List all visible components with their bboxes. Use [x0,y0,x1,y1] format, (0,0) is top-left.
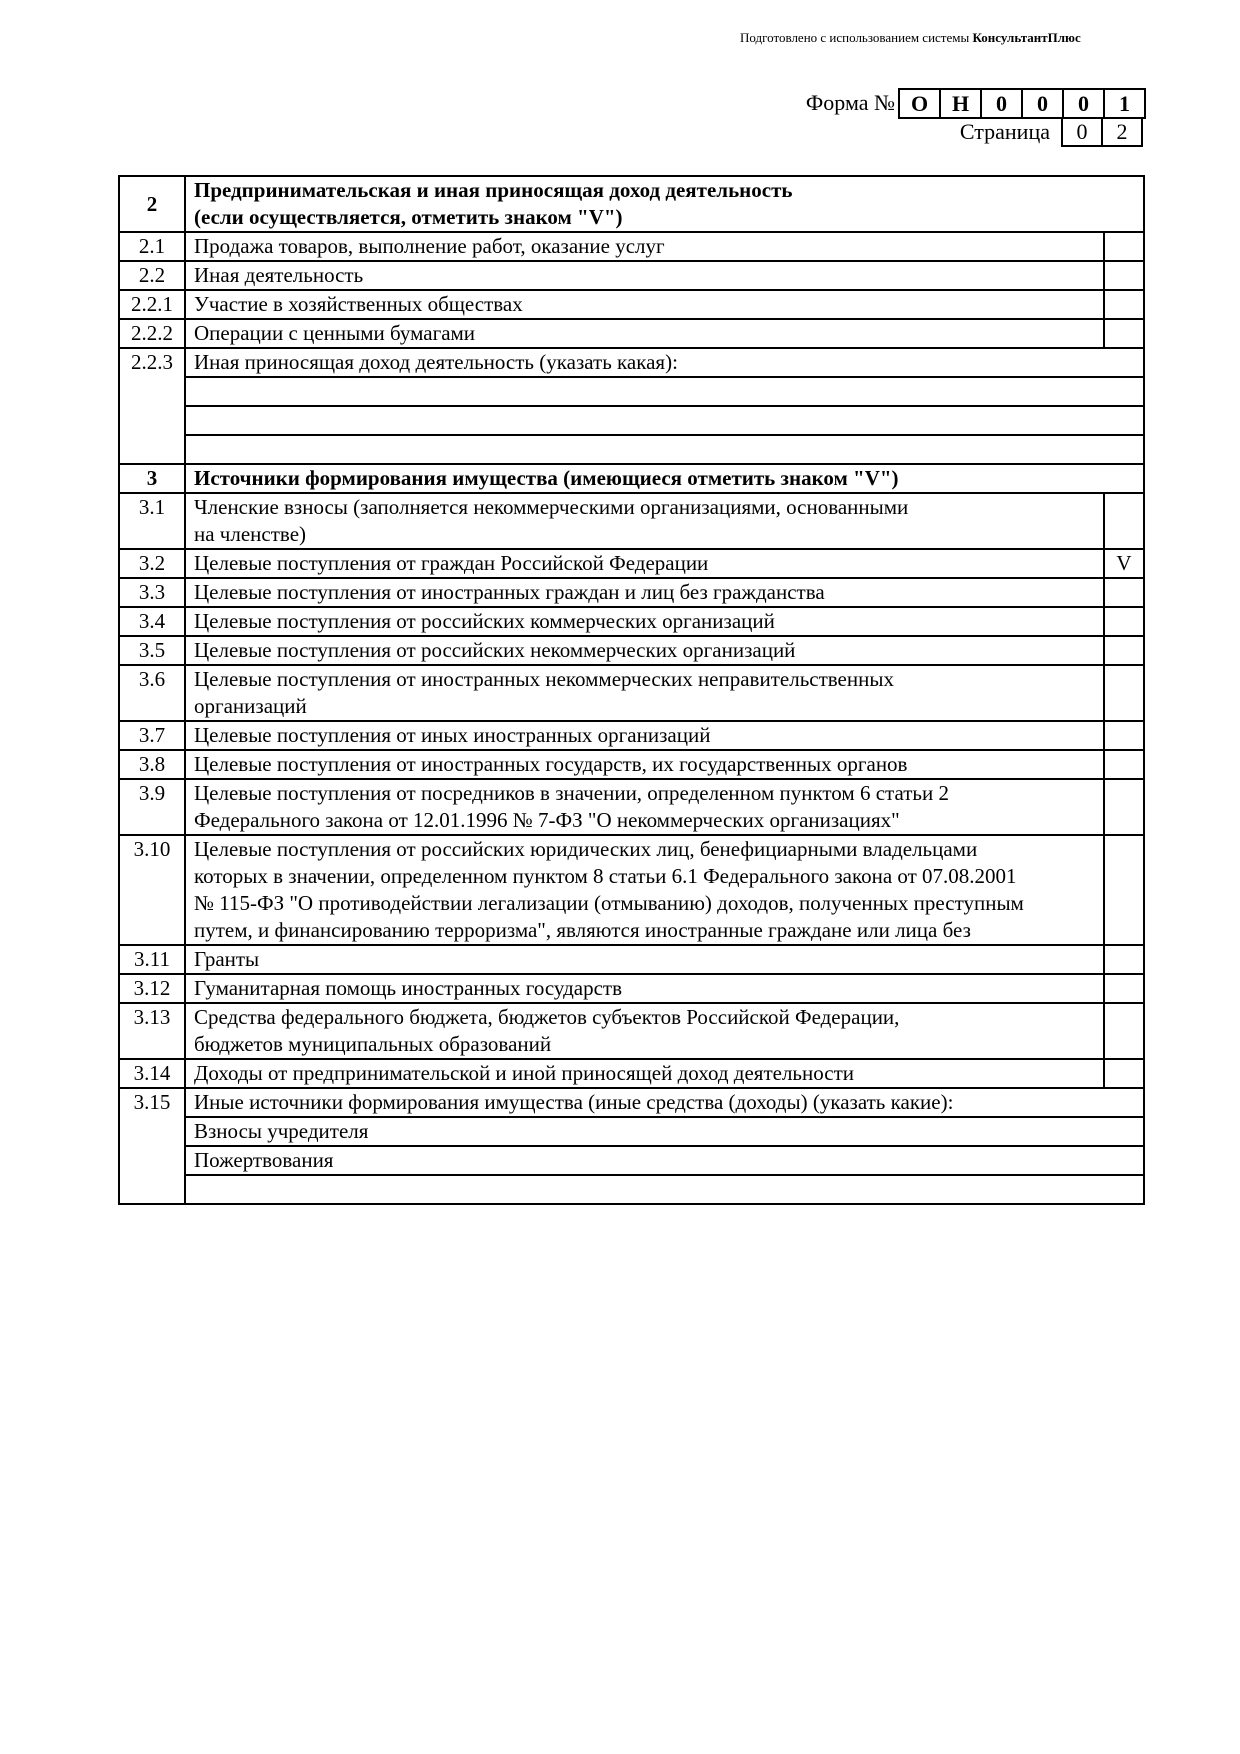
fill-line-row [119,1146,1144,1175]
row-number: 3.12 [119,974,185,1003]
table-row [119,750,1144,779]
row-number: 3.2 [119,549,185,578]
form-table [118,175,1145,1205]
row-number: 3.4 [119,607,185,636]
section-3-header [119,464,1144,493]
mark-checkbox[interactable] [1104,578,1144,607]
row-number: 3.6 [119,665,185,721]
table-row [119,261,1144,290]
section-2-header [119,176,1144,232]
row-text [185,835,1104,945]
table-row [119,665,1144,721]
fill-line[interactable] [185,406,1144,435]
table-row [119,319,1144,348]
row-number: 3.11 [119,945,185,974]
mark-checkbox[interactable] [1104,1003,1144,1059]
table-row [119,607,1144,636]
mark-checkbox[interactable] [1104,665,1144,721]
row-text-line: на членстве) [194,522,307,546]
row-text: Гуманитарная помощь иностранных государств [185,974,1104,1003]
row-text-line: которых в значении, определенном пунктом 8 статьи 6.1 Федерального закона от 07.08.2001 [194,864,1017,888]
section-title: Источники формирования имущества (имеющиеся отметить знаком "V") [185,464,1144,493]
mark-checkbox[interactable] [1104,835,1144,945]
mark-checkbox[interactable] [1104,607,1144,636]
row-text: Целевые поступления от иностранных государств, их государственных органов [185,750,1104,779]
row-number: 2.2.3 [119,348,185,464]
prepared-prefix: Подготовлено с использованием системы [740,30,970,45]
row-text-line: Членские взносы (заполняется некоммерческими организациями, основанными [194,495,909,519]
row-text-line: путем, и финансированию терроризма", являются иностранные граждане или лица без [194,918,971,942]
row-number: 3.14 [119,1059,185,1088]
row-text: Целевые поступления от граждан Российской Федерации [185,549,1104,578]
mark-checkbox[interactable] [1104,290,1144,319]
mark-checkbox[interactable] [1104,493,1144,549]
table-row [119,1003,1144,1059]
section-title [185,176,1144,232]
table-row [119,232,1144,261]
page-code-boxes [1061,117,1143,147]
mark-checkbox[interactable] [1104,261,1144,290]
row-number: 3.1 [119,493,185,549]
fill-line-row [119,435,1144,464]
mark-checkbox[interactable] [1104,779,1144,835]
mark-checkbox[interactable] [1104,319,1144,348]
mark-checkbox[interactable] [1104,636,1144,665]
fill-line-row [119,377,1144,406]
mark-checkbox[interactable] [1104,232,1144,261]
fill-line[interactable]: Взносы учредителя [185,1117,1144,1146]
row-text [185,665,1104,721]
table-row [119,1088,1144,1117]
prepared-brand: КонсультантПлюс [972,30,1081,45]
row-number: 3.13 [119,1003,185,1059]
mark-checkbox[interactable]: V [1104,549,1144,578]
row-text: Гранты [185,945,1104,974]
section-number: 3 [119,464,185,493]
form-code-cell: 1 [1104,89,1145,118]
fill-line-row [119,1175,1144,1204]
row-number: 3.15 [119,1088,185,1204]
row-text: Участие в хозяйственных обществах [185,290,1104,319]
mark-checkbox[interactable] [1104,945,1144,974]
fill-line[interactable]: Пожертвования [185,1146,1144,1175]
table-row [119,290,1144,319]
row-text-line: бюджетов муниципальных образований [194,1032,552,1056]
row-text [185,493,1104,549]
table-row [119,945,1144,974]
row-text: Целевые поступления от иностранных граждан и лиц без гражданства [185,578,1104,607]
row-number: 3.10 [119,835,185,945]
page-code-cell: 0 [1062,118,1102,146]
row-text: Иная приносящая доход деятельность (указать какая): [185,348,1144,377]
row-number: 3.9 [119,779,185,835]
table-row [119,636,1144,665]
fill-line-row [119,406,1144,435]
mark-checkbox[interactable] [1104,974,1144,1003]
row-text-line: Целевые поступления от посредников в значении, определенном пунктом 6 статьи 2 [194,781,949,805]
table-row [119,549,1144,578]
row-text: Целевые поступления от российских коммерческих организаций [185,607,1104,636]
row-text: Операции с ценными бумагами [185,319,1104,348]
fill-line[interactable] [185,1175,1144,1204]
table-row [119,578,1144,607]
row-text: Доходы от предпринимательской и иной приносящей доход деятельности [185,1059,1104,1088]
row-text-line: Целевые поступления от иностранных некоммерческих неправительственных [194,667,894,691]
row-text [185,779,1104,835]
row-text: Продажа товаров, выполнение работ, оказание услуг [185,232,1104,261]
fill-line-row [119,1117,1144,1146]
mark-checkbox[interactable] [1104,721,1144,750]
page-number-label: Страница [959,119,1050,144]
row-text: Целевые поступления от российских некоммерческих организаций [185,636,1104,665]
mark-checkbox[interactable] [1104,750,1144,779]
row-text-line: Федерального закона от 12.01.1996 № 7-ФЗ "О некоммерческих организациях" [194,808,900,832]
row-text-line: Целевые поступления от российских юридических лиц, бенефициарными владельцами [194,837,978,861]
row-number: 2.2.1 [119,290,185,319]
table-row [119,721,1144,750]
row-number: 2.2.2 [119,319,185,348]
page-code-cell: 2 [1102,118,1142,146]
row-text: Иная деятельность [185,261,1104,290]
row-number: 3.7 [119,721,185,750]
table-row [119,493,1144,549]
row-number: 3.8 [119,750,185,779]
row-number: 2.2 [119,261,185,290]
row-text: Иные источники формирования имущества (иные средства (доходы) (указать какие): [185,1088,1144,1117]
row-number: 2.1 [119,232,185,261]
section-number: 2 [119,176,185,232]
row-text-line: Средства федерального бюджета, бюджетов субъектов Российской Федерации, [194,1005,900,1029]
table-row [119,779,1144,835]
section-title-line: Предпринимательская и иная приносящая доход деятельность [194,178,793,202]
form-code-boxes [898,88,1146,119]
table-row [119,348,1144,377]
mark-checkbox[interactable] [1104,1059,1144,1088]
row-text: Целевые поступления от иных иностранных организаций [185,721,1104,750]
table-row [119,835,1144,945]
section-title-line: (если осуществляется, отметить знаком "V") [194,205,623,229]
row-number: 3.5 [119,636,185,665]
form-code-cell: 0 [1022,89,1063,118]
form-code-cell: 0 [981,89,1022,118]
row-number: 3.3 [119,578,185,607]
row-text [185,1003,1104,1059]
row-text-line: № 115-ФЗ "О противодействии легализации (отмыванию) доходов, полученных преступным [194,891,1024,915]
row-text-line: организаций [194,694,307,718]
fill-line[interactable] [185,435,1144,464]
prepared-note [740,30,1081,46]
table-row [119,974,1144,1003]
form-code-cell: 0 [1063,89,1104,118]
form-number-label: Форма № [805,90,895,115]
table-row [119,1059,1144,1088]
fill-line[interactable] [185,377,1144,406]
form-code-cell: Н [940,89,981,118]
form-code-cell: О [899,89,940,118]
